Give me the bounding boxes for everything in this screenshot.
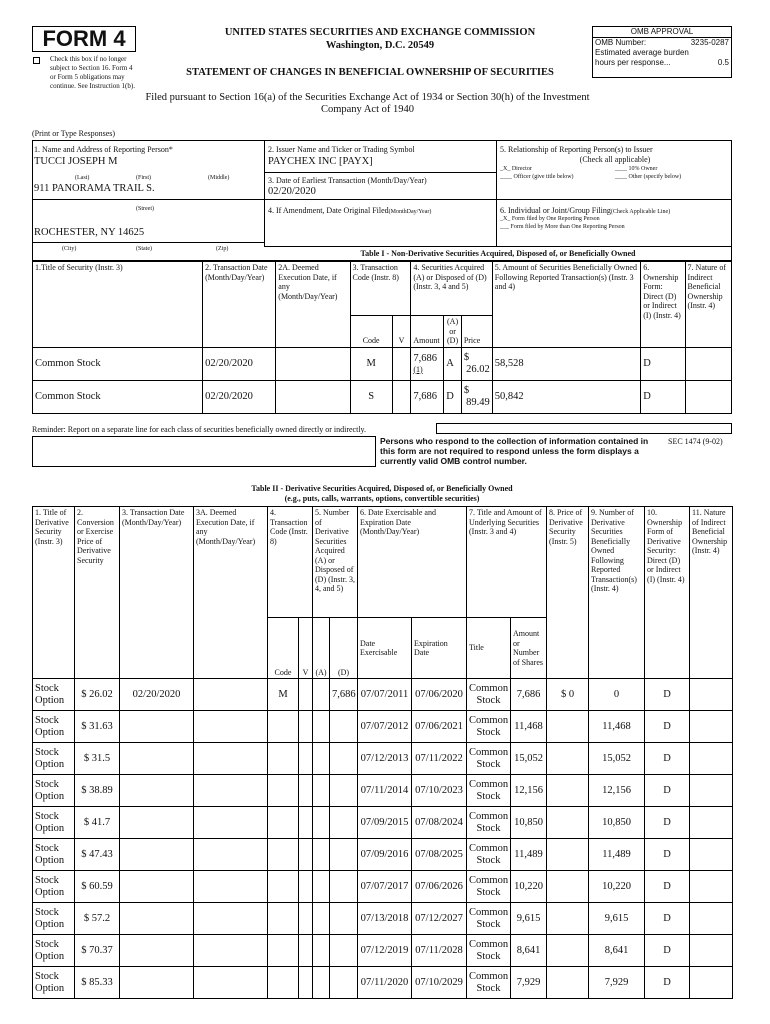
- t2-a-val: [313, 679, 330, 711]
- t2-v-val: [299, 967, 313, 999]
- t2-under-val: Common Stock: [467, 807, 511, 839]
- t2-ex-val: 07/12/2013: [358, 743, 412, 775]
- t1-h7: 7. Nature of Indirect Beneficial Ownership (Instr. 4): [685, 262, 731, 348]
- t2-under-val: Common Stock: [467, 839, 511, 871]
- t2-dprice-val: [547, 775, 589, 807]
- t2-d-val: [330, 807, 358, 839]
- t2-price-val: $ 85.33: [75, 967, 120, 999]
- omb-number: 3235-0287: [690, 38, 729, 47]
- t1-owned-val: 50,842: [492, 380, 640, 413]
- street-label: (Street): [136, 206, 154, 212]
- t1-price-val: [461, 380, 492, 413]
- t2-form-val: D: [645, 967, 690, 999]
- t2-tdate-val: [120, 775, 194, 807]
- t2-code-val: [268, 711, 299, 743]
- t1-aord: (A) or (D): [444, 316, 462, 348]
- table2-subtitle: (e.g., puts, calls, warrants, options, convertible securities): [284, 494, 480, 503]
- amendment-label: 4. If Amendment, Date Original Filed(MonthDay/Year): [268, 206, 432, 215]
- zip-label: (Zip): [216, 246, 229, 252]
- t2-form-val: D: [645, 935, 690, 967]
- t2-price-val: $ 47.43: [75, 839, 120, 871]
- issuer-label: 2. Issuer Name and Ticker or Trading Symbol: [268, 145, 415, 154]
- t2-form-val: D: [645, 871, 690, 903]
- t2-title-val: Stock Option: [33, 903, 75, 935]
- table-row: [33, 807, 733, 839]
- t2-h6: 6. Date Exercisable and Expiration Date (Month/Day/Year): [358, 507, 467, 618]
- relationship-sub: (Check all applicable): [579, 155, 651, 164]
- t2-ex-val: 07/13/2018: [358, 903, 412, 935]
- t2-form-val: D: [645, 775, 690, 807]
- t1-nature-val: [685, 347, 731, 380]
- t2-nature-val: [690, 839, 733, 871]
- t2-under-val: Common Stock: [467, 743, 511, 775]
- omb-burden-label: Estimated average burden: [595, 48, 689, 57]
- t2-code-val: [268, 935, 299, 967]
- t2-a-val: [313, 967, 330, 999]
- t2-a-val: [313, 903, 330, 935]
- t1-price-sym: $: [463, 351, 470, 363]
- t2-a-val: [313, 839, 330, 871]
- reminder-top-box: [436, 423, 732, 434]
- t2-owned-val: 11,468: [589, 711, 645, 743]
- t2-ex-val: 07/09/2016: [358, 839, 412, 871]
- t2-tdate-val: [120, 711, 194, 743]
- t1-amount: Amount: [411, 316, 444, 348]
- t2-form-val: D: [645, 903, 690, 935]
- t2-a-val: [313, 935, 330, 967]
- agency-name: UNITED STATES SECURITIES AND EXCHANGE COMMISSION: [224, 27, 536, 38]
- t2-under-val: Common Stock: [467, 935, 511, 967]
- t2-title-val: Stock Option: [33, 679, 75, 711]
- t1-h4: 4. Securities Acquired (A) or Disposed of (D) (Instr. 3, 4 and 5): [411, 262, 492, 316]
- reporting-person-label: 1. Name and Address of Reporting Person*: [34, 145, 173, 154]
- t2-date-ex: Date Exercisable: [358, 618, 412, 679]
- t1-amount-val: 7,686: [411, 380, 444, 413]
- t2-amt-val: 12,156: [511, 775, 547, 807]
- t1-h3: 3. Transaction Code (Instr. 8): [350, 262, 411, 316]
- t1-h1: 1.Title of Security (Instr. 3): [33, 262, 203, 348]
- t2-price-val: $ 70.37: [75, 935, 120, 967]
- t1-price-val: [461, 347, 492, 380]
- t1-title: Common Stock: [33, 380, 203, 413]
- table2-title: Table II - Derivative Securities Acquired, Disposed of, or Beneficially Owned: [251, 484, 513, 493]
- statement-title: STATEMENT OF CHANGES IN BENEFICIAL OWNERSHIP OF SECURITIES: [186, 67, 554, 78]
- t2-ex-val: 07/07/2017: [358, 871, 412, 903]
- t2-dprice-val: [547, 711, 589, 743]
- t1-price-number: 89.49: [466, 396, 490, 408]
- t2-form-val: D: [645, 711, 690, 743]
- t2-form-val: D: [645, 807, 690, 839]
- t2-amt-val: 8,641: [511, 935, 547, 967]
- t2-d: (D): [330, 618, 358, 679]
- t2-title-val: Stock Option: [33, 711, 75, 743]
- t1-v-val: [392, 380, 411, 413]
- t2-h3a: 3A. Deemed Execution Date, if any (Month/Day/Year): [194, 507, 268, 679]
- t2-ex-val: 07/07/2012: [358, 711, 412, 743]
- t2-exp-val: 07/06/2020: [412, 679, 467, 711]
- t2-a-val: [313, 743, 330, 775]
- t2-h4: 4. Transaction Code (Instr. 8): [268, 507, 313, 618]
- filing-one[interactable]: _X_ Form filed by One Reporting Person: [500, 216, 600, 222]
- t2-exp-val: 07/10/2029: [412, 967, 467, 999]
- form-title: FORM 4: [32, 26, 136, 52]
- omb-approval-box: [592, 26, 732, 78]
- t2-d-val: [330, 775, 358, 807]
- t2-nature-val: [690, 679, 733, 711]
- t2-under-val: Common Stock: [467, 679, 511, 711]
- reminder-box: [32, 436, 376, 467]
- filing-more[interactable]: ___ Form filed by More than One Reporting Person: [500, 224, 625, 230]
- t2-under-val: Common Stock: [467, 903, 511, 935]
- t2-form-val: D: [645, 839, 690, 871]
- t2-form-val: D: [645, 743, 690, 775]
- t2-code-val: [268, 775, 299, 807]
- t2-exp-val: 07/11/2028: [412, 935, 467, 967]
- t2-amt-val: 11,489: [511, 839, 547, 871]
- t2-h3: 3. Transaction Date (Month/Day/Year): [120, 507, 194, 679]
- t2-h7: 7. Title and Amount of Underlying Securities (Instr. 3 and 4): [467, 507, 547, 618]
- t2-deemed-val: [194, 871, 268, 903]
- t2-dprice-val: $ 0: [547, 679, 589, 711]
- checkbox-text: Check this box if no longer subject to Section 16. Form 4 or Form 5 obligations may continue. See Instruction 1(b).: [50, 55, 135, 90]
- t2-code-val: [268, 967, 299, 999]
- t2-h11: 11. Nature of Indirect Beneficial Ownership (Instr. 4): [690, 507, 733, 679]
- t2-code-val: [268, 839, 299, 871]
- t2-tdate-val: [120, 743, 194, 775]
- filing-label: 6. Individual or Joint/Group Filing(Check Applicable Line): [500, 206, 671, 215]
- t1-date: 02/20/2020: [203, 380, 276, 413]
- t2-code-val: [268, 807, 299, 839]
- t1-nature-val: [685, 380, 731, 413]
- first-label: (First): [136, 175, 151, 181]
- t2-v-val: [299, 871, 313, 903]
- t1-deemed: [276, 347, 350, 380]
- t2-owned-val: 8,641: [589, 935, 645, 967]
- t2-title-val: Stock Option: [33, 967, 75, 999]
- t2-exp-val: 07/10/2023: [412, 775, 467, 807]
- t1-date: 02/20/2020: [203, 347, 276, 380]
- table-row: [33, 775, 733, 807]
- t2-deemed-val: [194, 807, 268, 839]
- filed-pursuant: Filed pursuant to Section 16(a) of the Securities Exchange Act of 1934 or Section 30(h) of the Investment Company Act of 1940: [145, 92, 590, 115]
- t2-exp-val: 07/12/2027: [412, 903, 467, 935]
- table-row: [33, 967, 733, 999]
- t2-owned-val: 12,156: [589, 775, 645, 807]
- t2-deemed-val: [194, 935, 268, 967]
- t2-price-val: $ 31.5: [75, 743, 120, 775]
- table-row: [33, 871, 733, 903]
- t2-under-val: Common Stock: [467, 871, 511, 903]
- ten-pct-check[interactable]: ____ 10% Owner: [615, 166, 658, 172]
- t2-h1: 1. Title of Derivative Security (Instr. 3): [33, 507, 75, 679]
- t2-deemed-val: [194, 967, 268, 999]
- t2-owned-val: 0: [589, 679, 645, 711]
- t2-nature-val: [690, 775, 733, 807]
- t2-v-val: [299, 679, 313, 711]
- t2-exp-val: 07/06/2021: [412, 711, 467, 743]
- t1-v-val: [392, 347, 411, 380]
- t2-exp: Expiration Date: [412, 618, 467, 679]
- table-row: [33, 839, 733, 871]
- t1-form-val: D: [641, 347, 685, 380]
- t2-amt-val: 11,468: [511, 711, 547, 743]
- t2-deemed-val: [194, 775, 268, 807]
- t2-h10: 10. Ownership Form of Derivative Security: Direct (D) or Indirect (I) (Instr. 4): [645, 507, 690, 679]
- t2-v-val: [299, 743, 313, 775]
- t2-dprice-val: [547, 743, 589, 775]
- table1: [32, 261, 732, 414]
- table-row: [33, 935, 733, 967]
- omb-hours: 0.5: [717, 58, 729, 67]
- t2-code-val: M: [268, 679, 299, 711]
- table-row: [33, 679, 733, 711]
- earliest-date: 02/20/2020: [268, 186, 316, 197]
- t2-d-val: [330, 711, 358, 743]
- t2-nature-val: [690, 743, 733, 775]
- t2-a-val: [313, 775, 330, 807]
- t2-code: Code: [268, 618, 299, 679]
- t2-ex-val: 07/11/2020: [358, 967, 412, 999]
- table-row: [33, 380, 732, 413]
- sec-number: SEC 1474 (9-02): [668, 437, 723, 446]
- t2-h8: 8. Price of Derivative Security (Instr. 5): [547, 507, 589, 679]
- table2: [32, 506, 733, 999]
- t2-title-val: Stock Option: [33, 775, 75, 807]
- t2-title-val: Stock Option: [33, 935, 75, 967]
- t2-h2: 2. Conversion or Exercise Price of Derivative Security: [75, 507, 120, 679]
- t2-v-val: [299, 807, 313, 839]
- no-longer-subject-checkbox[interactable]: [33, 57, 40, 64]
- t2-under-val: Common Stock: [467, 711, 511, 743]
- t2-exp-val: 07/06/2026: [412, 871, 467, 903]
- t2-d-val: [330, 871, 358, 903]
- t2-nature-val: [690, 967, 733, 999]
- table2-body: [33, 679, 733, 999]
- t2-form-val: D: [645, 679, 690, 711]
- t2-price-val: $ 38.89: [75, 775, 120, 807]
- t2-v-val: [299, 935, 313, 967]
- footnote-link[interactable]: (1): [413, 364, 423, 374]
- t2-title-val: Stock Option: [33, 871, 75, 903]
- t2-owned-val: 15,052: [589, 743, 645, 775]
- t2-code-val: [268, 903, 299, 935]
- omb-number-label: OMB Number:: [595, 38, 647, 47]
- t2-a: (A): [313, 618, 330, 679]
- director-check[interactable]: _X_ Director: [500, 166, 532, 172]
- t2-exp-val: 07/08/2024: [412, 807, 467, 839]
- t2-d-val: [330, 967, 358, 999]
- t2-d-val: [330, 935, 358, 967]
- table-row: [33, 711, 733, 743]
- last-label: (Last): [75, 175, 90, 181]
- t2-under-val: Common Stock: [467, 775, 511, 807]
- t1-price-number: 26.02: [466, 363, 490, 375]
- persons-respond-text: Persons who respond to the collection of information contained in this form are not required to respond unless the form displays a currently valid OMB control number.: [380, 436, 649, 466]
- t2-nature-val: [690, 711, 733, 743]
- t2-v-val: [299, 839, 313, 871]
- t2-owned-val: 10,220: [589, 871, 645, 903]
- t2-nature-val: [690, 807, 733, 839]
- t1-amount-number: 7,686: [413, 352, 437, 364]
- t2-owned-val: 11,489: [589, 839, 645, 871]
- t2-code-val: [268, 871, 299, 903]
- t2-exp-val: 07/11/2022: [412, 743, 467, 775]
- t2-tdate-val: [120, 903, 194, 935]
- t2-tdate-val: 02/20/2020: [120, 679, 194, 711]
- t1-ad-val: A: [444, 347, 462, 380]
- t2-amt-val: 10,220: [511, 871, 547, 903]
- t2-deemed-val: [194, 903, 268, 935]
- earliest-date-label: 3. Date of Earliest Transaction (Month/Day/Year): [268, 176, 427, 185]
- t2-owned-val: 9,615: [589, 903, 645, 935]
- relationship-label: 5. Relationship of Reporting Person(s) to Issuer: [500, 145, 653, 154]
- t1-ad-val: D: [444, 380, 462, 413]
- t2-a-val: [313, 807, 330, 839]
- t2-v-val: [299, 903, 313, 935]
- t2-v: V: [299, 618, 313, 679]
- t1-code: Code: [350, 316, 392, 348]
- t1-price: Price: [461, 316, 492, 348]
- t2-v-val: [299, 711, 313, 743]
- t2-v-val: [299, 775, 313, 807]
- agency-address: Washington, D.C. 20549: [325, 40, 435, 51]
- t2-a-val: [313, 711, 330, 743]
- t2-amt-val: 7,686: [511, 679, 547, 711]
- t2-price-val: $ 31.63: [75, 711, 120, 743]
- omb-title: OMB APPROVAL: [593, 27, 731, 38]
- t2-ex-val: 07/07/2011: [358, 679, 412, 711]
- middle-label: (Middle): [208, 175, 230, 181]
- t1-code-val: M: [350, 347, 392, 380]
- t2-owned-val: 7,929: [589, 967, 645, 999]
- omb-hours-label: hours per response...: [595, 58, 671, 67]
- t2-tdate-val: [120, 871, 194, 903]
- officer-check[interactable]: ____ Officer (give title below): [500, 174, 574, 180]
- t1-title: Common Stock: [33, 347, 203, 380]
- t2-tdate-val: [120, 807, 194, 839]
- table1-title: Table I - Non-Derivative Securities Acquired, Disposed of, or Beneficially Owned: [360, 249, 636, 258]
- t1-owned-val: 58,528: [492, 347, 640, 380]
- t2-dprice-val: [547, 935, 589, 967]
- t1-deemed: [276, 380, 350, 413]
- t2-ex-val: 07/09/2015: [358, 807, 412, 839]
- t1-h5: 5. Amount of Securities Beneficially Owned Following Reported Transaction(s) (Instr. 3 and 4): [492, 262, 640, 348]
- t2-tdate-val: [120, 967, 194, 999]
- t2-ex-val: 07/12/2019: [358, 935, 412, 967]
- t2-dprice-val: [547, 807, 589, 839]
- t1-amount-val: [411, 347, 444, 380]
- t2-amt-col: Amount or Number of Shares: [511, 618, 547, 679]
- t2-title-val: Stock Option: [33, 839, 75, 871]
- t1-h6: 6. Ownership Form: Direct (D) or Indirect (I) (Instr. 4): [641, 262, 685, 348]
- reminder-text: Reminder: Report on a separate line for each class of securities beneficially owned directly or indirectly.: [32, 425, 367, 434]
- t2-dprice-val: [547, 967, 589, 999]
- table-row: [33, 903, 733, 935]
- print-note: (Print or Type Responses): [32, 129, 116, 138]
- t2-deemed-val: [194, 679, 268, 711]
- reporting-person-name: TUCCI JOSEPH M: [34, 156, 118, 167]
- table-row: [33, 347, 732, 380]
- t1-code-val: S: [350, 380, 392, 413]
- t2-title-val: Stock Option: [33, 743, 75, 775]
- t2-h5: 5. Number of Derivative Securities Acquired (A) or Disposed of (D) (Instr. 3, 4, and 5): [313, 507, 358, 618]
- t1-v: V: [392, 316, 411, 348]
- t2-d-val: [330, 903, 358, 935]
- t2-title-val: Stock Option: [33, 807, 75, 839]
- other-check[interactable]: ____ Other (specify below): [615, 174, 682, 180]
- t2-tdate-val: [120, 839, 194, 871]
- t2-deemed-val: [194, 839, 268, 871]
- t2-d-val: 7,686: [330, 679, 358, 711]
- t2-owned-val: 10,850: [589, 807, 645, 839]
- t1-h2a: 2A. Deemed Execution Date, if any (Month/Day/Year): [276, 262, 350, 348]
- t1-price-sym: $: [463, 384, 470, 396]
- t2-nature-val: [690, 871, 733, 903]
- state-label: (State): [136, 246, 152, 252]
- t2-title-col: Title: [467, 618, 511, 679]
- t2-price-val: $ 60.59: [75, 871, 120, 903]
- t2-exp-val: 07/08/2025: [412, 839, 467, 871]
- table-row: [33, 743, 733, 775]
- t2-amt-val: 15,052: [511, 743, 547, 775]
- t2-tdate-val: [120, 935, 194, 967]
- t2-d-val: [330, 743, 358, 775]
- reporting-person-city: ROCHESTER, NY 14625: [34, 227, 145, 238]
- t2-code-val: [268, 743, 299, 775]
- t1-form-val: D: [641, 380, 685, 413]
- t2-h9: 9. Number of Derivative Securities Beneficially Owned Following Reported Transaction(s) (Instr. 4): [589, 507, 645, 679]
- t2-deemed-val: [194, 743, 268, 775]
- reporting-person-street: 911 PANORAMA TRAIL S.: [34, 183, 155, 194]
- t2-price-val: $ 57.2: [75, 903, 120, 935]
- t2-amt-val: 10,850: [511, 807, 547, 839]
- t2-dprice-val: [547, 871, 589, 903]
- t2-amt-val: 7,929: [511, 967, 547, 999]
- issuer-name: PAYCHEX INC [PAYX]: [268, 156, 373, 167]
- t2-price-val: $ 41.7: [75, 807, 120, 839]
- t2-under-val: Common Stock: [467, 967, 511, 999]
- t2-ex-val: 07/11/2014: [358, 775, 412, 807]
- t2-nature-val: [690, 903, 733, 935]
- t2-d-val: [330, 839, 358, 871]
- t2-amt-val: 9,615: [511, 903, 547, 935]
- t2-nature-val: [690, 935, 733, 967]
- t2-dprice-val: [547, 839, 589, 871]
- t2-dprice-val: [547, 903, 589, 935]
- t2-deemed-val: [194, 711, 268, 743]
- city-label: (City): [62, 246, 77, 252]
- t2-a-val: [313, 871, 330, 903]
- t1-h2: 2. Transaction Date (Month/Day/Year): [203, 262, 276, 348]
- t2-price-val: $ 26.02: [75, 679, 120, 711]
